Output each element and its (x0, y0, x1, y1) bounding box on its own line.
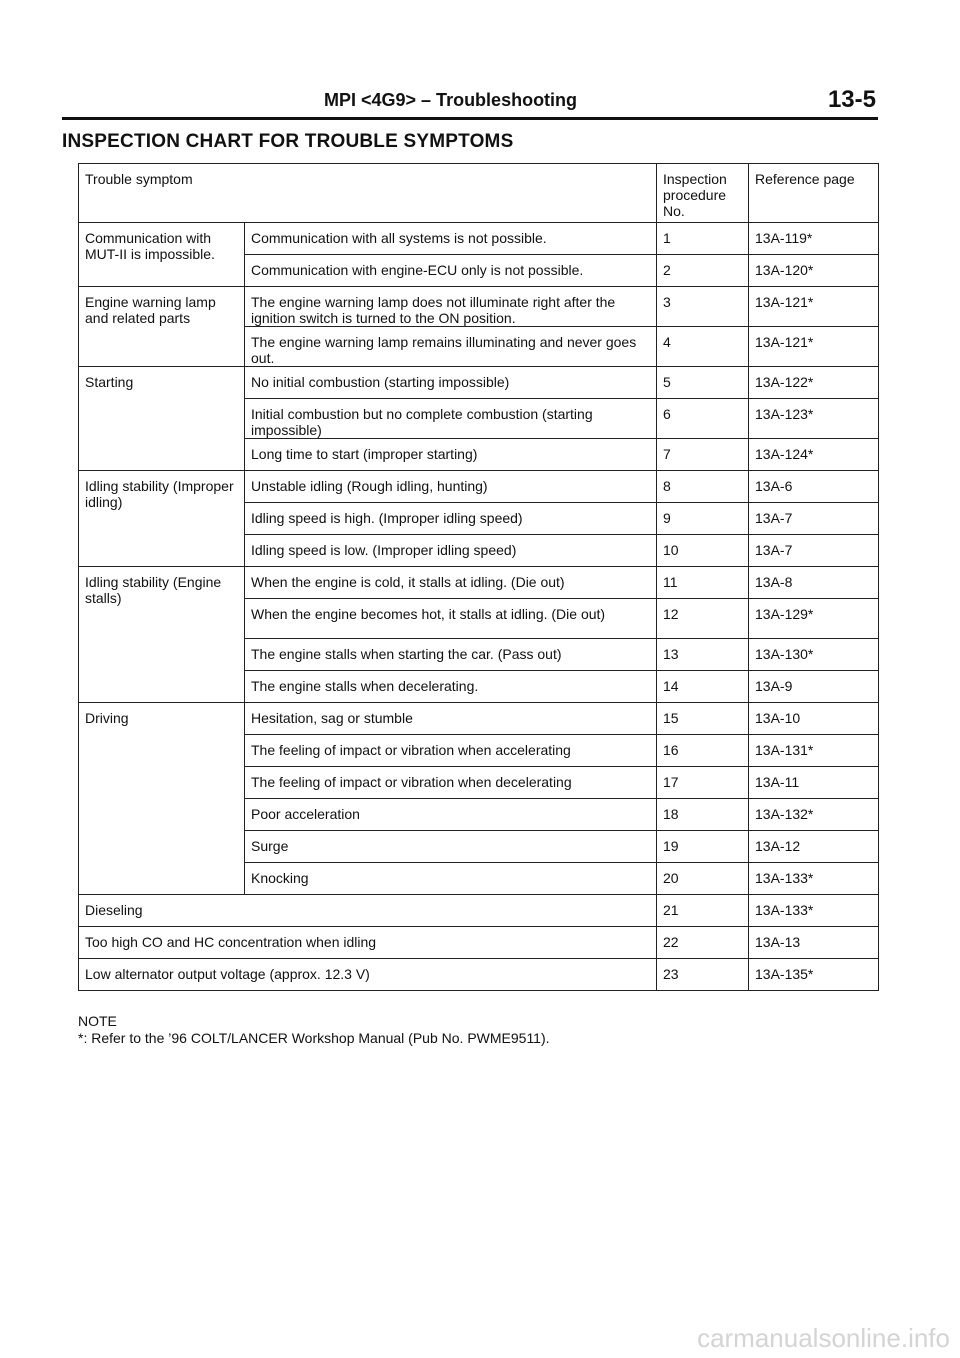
symptom-cell: Initial combustion but no complete combustion (starting impossible) (245, 399, 657, 439)
symptom-cell: Knocking (245, 863, 657, 895)
header-title: MPI <4G9> – Troubleshooting (324, 90, 578, 110)
procedure-number-cell: 6 (657, 399, 749, 439)
reference-page-cell: 13A-131* (749, 735, 879, 767)
reference-page-cell: 13A-132* (749, 799, 879, 831)
procedure-number-cell: 7 (657, 439, 749, 471)
symptom-cell: The engine stalls when starting the car. (Pass out) (245, 639, 657, 671)
procedure-number-cell: 21 (657, 895, 749, 927)
procedure-number-cell: 12 (657, 599, 749, 639)
symptom-cell: Communication with all systems is not possible. (245, 223, 657, 255)
symptom-cell: Long time to start (improper starting) (245, 439, 657, 471)
header-inspection-procedure: Inspection procedure No. (657, 164, 749, 223)
note-label: NOTE (78, 1013, 117, 1029)
procedure-number-cell: 11 (657, 567, 749, 599)
procedure-number-cell: 10 (657, 535, 749, 567)
reference-page-cell: 13A-123* (749, 399, 879, 439)
procedure-number-cell: 20 (657, 863, 749, 895)
reference-page-cell: 13A-122* (749, 367, 879, 399)
note (78, 1013, 550, 1047)
reference-page-cell: 13A-119* (749, 223, 879, 255)
page-number: 13-5 (827, 86, 876, 113)
symptom-cell: Communication with engine-ECU only is not possible. (245, 255, 657, 287)
symptom-cell: When the engine is cold, it stalls at idling. (Die out) (245, 567, 657, 599)
reference-page-cell: 13A-124* (749, 439, 879, 471)
page-header (62, 84, 878, 118)
reference-page-cell: 13A-135* (749, 959, 879, 991)
table-row (79, 471, 879, 503)
reference-page-cell: 13A-130* (749, 639, 879, 671)
symptom-cell: Too high CO and HC concentration when idling (79, 927, 657, 959)
reference-page-cell: 13A-129* (749, 599, 879, 639)
note-text: *: Refer to the ’96 COLT/LANCER Workshop Manual (Pub No. PWME9511). (78, 1030, 550, 1046)
procedure-number-cell: 1 (657, 223, 749, 255)
header-trouble-symptom: Trouble symptom (79, 164, 657, 223)
header-rule (62, 117, 878, 120)
reference-page-cell: 13A-7 (749, 503, 879, 535)
reference-page-cell: 13A-121* (749, 327, 879, 367)
watermark: carmanualsonline.info (697, 1323, 950, 1353)
category-cell: Communication with MUT-II is impossible. (79, 223, 245, 287)
table-row (79, 959, 879, 991)
table-row (79, 367, 879, 399)
inspection-chart-body (79, 164, 879, 991)
reference-page-cell: 13A-11 (749, 767, 879, 799)
chart-title: INSPECTION CHART FOR TROUBLE SYMPTOMS (62, 131, 514, 152)
table-row (79, 703, 879, 735)
header-reference-page: Reference page (749, 164, 879, 223)
table-row (79, 567, 879, 599)
procedure-number-cell: 8 (657, 471, 749, 503)
symptom-cell: The engine warning lamp does not illuminate right after the ignition switch is turned to the ON position. (245, 287, 657, 327)
symptom-cell: The feeling of impact or vibration when accelerating (245, 735, 657, 767)
symptom-cell: Poor acceleration (245, 799, 657, 831)
procedure-number-cell: 23 (657, 959, 749, 991)
symptom-cell: The engine warning lamp remains illuminating and never goes out. (245, 327, 657, 367)
inspection-chart-table (78, 163, 879, 991)
procedure-number-cell: 5 (657, 367, 749, 399)
symptom-cell: When the engine becomes hot, it stalls at idling. (Die out) (245, 599, 657, 639)
symptom-cell: Idling speed is high. (Improper idling speed) (245, 503, 657, 535)
reference-page-cell: 13A-13 (749, 927, 879, 959)
table-row (79, 927, 879, 959)
reference-page-cell: 13A-9 (749, 671, 879, 703)
procedure-number-cell: 19 (657, 831, 749, 863)
reference-page-cell: 13A-10 (749, 703, 879, 735)
category-cell: Idling stability (Improper idling) (79, 471, 245, 567)
reference-page-cell: 13A-6 (749, 471, 879, 503)
symptom-cell: Dieseling (79, 895, 657, 927)
symptom-cell: No initial combustion (starting impossible) (245, 367, 657, 399)
symptom-cell: Low alternator output voltage (approx. 12.3 V) (79, 959, 657, 991)
procedure-number-cell: 18 (657, 799, 749, 831)
symptom-cell: Hesitation, sag or stumble (245, 703, 657, 735)
procedure-number-cell: 14 (657, 671, 749, 703)
procedure-number-cell: 16 (657, 735, 749, 767)
symptom-cell: The engine stalls when decelerating. (245, 671, 657, 703)
category-cell: Engine warning lamp and related parts (79, 287, 245, 367)
procedure-number-cell: 22 (657, 927, 749, 959)
reference-page-cell: 13A-121* (749, 287, 879, 327)
reference-page-cell: 13A-133* (749, 863, 879, 895)
procedure-number-cell: 9 (657, 503, 749, 535)
procedure-number-cell: 13 (657, 639, 749, 671)
symptom-cell: Surge (245, 831, 657, 863)
procedure-number-cell: 17 (657, 767, 749, 799)
reference-page-cell: 13A-7 (749, 535, 879, 567)
category-cell: Idling stability (Engine stalls) (79, 567, 245, 703)
table-header-row (79, 164, 879, 223)
procedure-number-cell: 2 (657, 255, 749, 287)
procedure-number-cell: 3 (657, 287, 749, 327)
reference-page-cell: 13A-133* (749, 895, 879, 927)
procedure-number-cell: 15 (657, 703, 749, 735)
category-cell: Driving (79, 703, 245, 895)
table-row (79, 223, 879, 255)
reference-page-cell: 13A-120* (749, 255, 879, 287)
symptom-cell: The feeling of impact or vibration when decelerating (245, 767, 657, 799)
table-row (79, 895, 879, 927)
reference-page-cell: 13A-12 (749, 831, 879, 863)
symptom-cell: Unstable idling (Rough idling, hunting) (245, 471, 657, 503)
reference-page-cell: 13A-8 (749, 567, 879, 599)
symptom-cell: Idling speed is low. (Improper idling speed) (245, 535, 657, 567)
procedure-number-cell: 4 (657, 327, 749, 367)
table-row (79, 287, 879, 327)
category-cell: Starting (79, 367, 245, 471)
